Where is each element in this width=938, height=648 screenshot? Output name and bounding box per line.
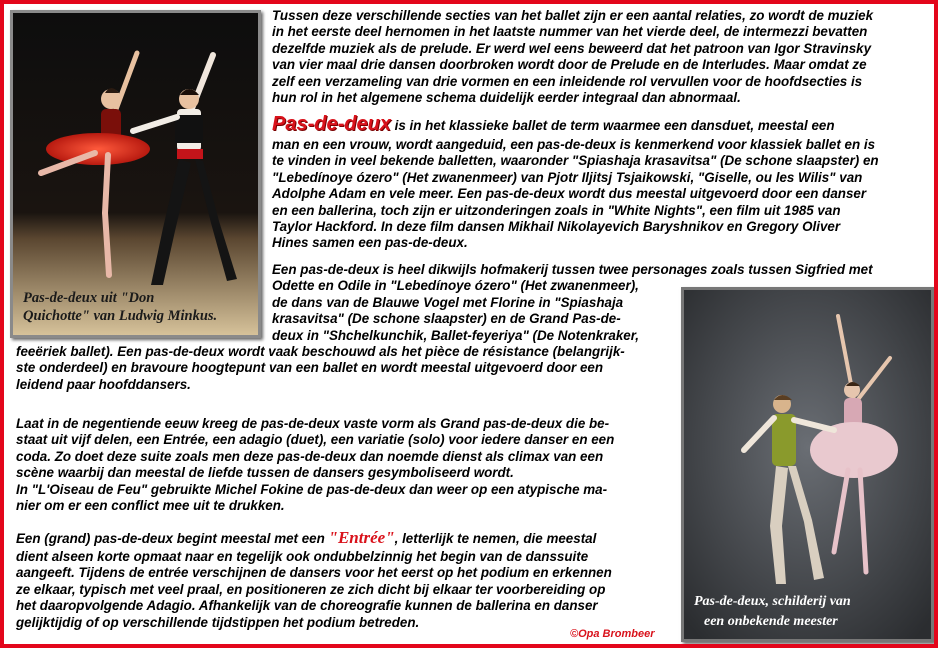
paragraph-entree: Een (grand) pas-de-deux begint meestal met een "Entrée", letterlijk te nemen, die meestal dient alseen korte opmaat naar en tegelijk ook ondubbelzinnig het begin van de danssuite aangeeft. Tijdens de entrée verschijnen de dansers voor het eerst op het podium en erkennen ze elkaar, typisch met veel praal, en positioneren ze zich dicht bij elkaar ter voorbereiding op het daaropvolgende Adagio. Afhankelijk van de choreografie kunnen de ballerina en danser gelijktijdig of op verschillende tijdstippen het podium betreden. bbox=[16, 528, 612, 630]
paragraph-pas-de-deux: Pas-de-deux is in het klassieke ballet de term waarmee een dansduet, meestal een man en een vrouw, wordt aangeduid, een pas-de-deux is kenmerkend voor klassiek ballet en is te vinden in veel bekende balletten, waaronder "Spiashaja krasavitsa" (De schone slaapster) en "Lebedínoye ózero" (Het zwanenmeer) van Pjotr Iljitsj Tsjaikowski, "Giselle, ou les Wilis" van Adolphe Adam en vele meer. Een pas-de-deux wordt dus meestal uitgevoerd door een danser en een ballerina, toch zijn er uitzonderingen zoals in "White Nights", een film uit 1985 van Taylor Hackford. In deze film dansen Mikhail Nikolayevich Baryshnikov en Gregory Oliver Hines samen een pas-de-deux. bbox=[272, 113, 879, 251]
paragraph-feeeriek: feeëriek ballet). Een pas-de-deux wordt vaak beschouwd als het pièce de résistance (belangrijk- ste onderdeel) en bravoure hoogtepunt van een ballet en wordt meestal uitgevoerd door een leidend paar hoofddansers. bbox=[16, 344, 625, 392]
ballet-photo-image bbox=[13, 13, 258, 335]
paragraph-hofmakerij: Een pas-de-deux is heel dikwijls hofmakerij tussen twee personages zoals tussen Sigfried met Odette en Odile in "Lebedínoye ózero" (Het zwanenmeer), de dans van de Blauwe Vogel met Florine in "Spiashaja krasavitsa" (De schone slaapster) en de Grand Pas-de- deux in "Shchelkunchik, Ballet-feyeriya" (De Notenkraker, bbox=[272, 262, 873, 343]
paragraph-intro: Tussen deze verschillende secties van het ballet zijn er een aantal relaties, zo wordt de muziek in het eerste deel hernomen in het laatste nummer van het vierde deel, de intermezzi bevatten dezelfde muziek als de prelude. Er werd wel eens beweerd dat het patroon van Igor Stravinsky van vier maal drie dansen doorbroken wordt door de Prelude en de Interludes. Maar omdat ze zelf een verzameling van drie vormen en een inleidende rol vervullen voor de hoofdsecties is hun rol in het algemene schema duidelijk eerder integraal dan abnormaal. bbox=[272, 8, 874, 106]
photo-don-quichotte bbox=[10, 10, 261, 338]
caption-don-quichotte: Pas-de-deux uit "Don Quichotte" van Ludwig Minkus. bbox=[23, 290, 218, 324]
entree-heading: "Entrée" bbox=[328, 528, 395, 547]
caption-painting: Pas-de-deux, schilderij van een onbekende meester bbox=[694, 594, 851, 629]
paragraph-negentiende-eeuw: Laat in de negentiende eeuw kreeg de pas-de-deux vaste vorm als Grand pas-de-deux die be- staat uit vijf delen, een Entrée, een adagio (duet), een variatie (solo) voor iedere danser en een coda. Zo doet deze suite zoals men deze pas-de-deux dan noemde dienst als climax van een scène waarbij dan meestal de liefde tussen de dansers gesymboliseerd wordt. In "L'Oiseau de Feu" gebruikte Michel Fokine de pas-de-deux dan weer op een atypische ma- nier om er een conflict mee uit te drukken. bbox=[16, 416, 615, 514]
pas-de-deux-heading: Pas-de-deux bbox=[272, 113, 391, 135]
copyright-notice: ©Opa Brombeer bbox=[570, 628, 655, 640]
